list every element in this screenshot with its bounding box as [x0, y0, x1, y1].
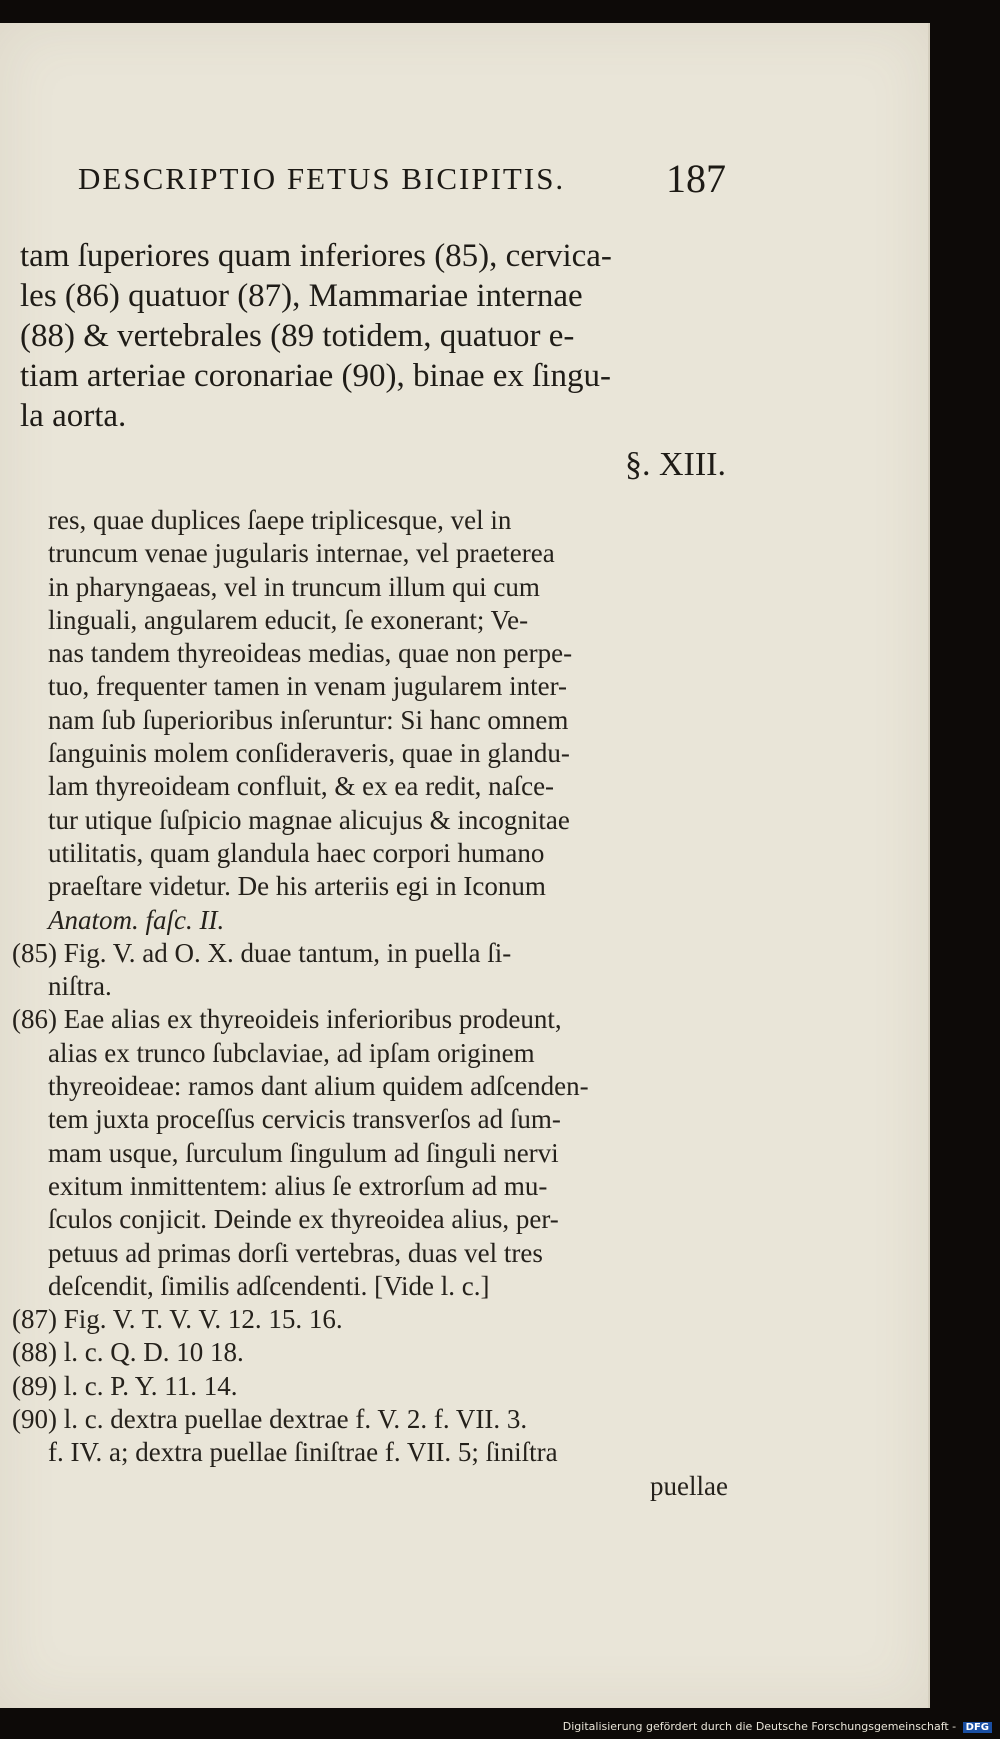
main-text [20, 236, 726, 436]
footnote-line: linguali, angularem educit, ſe exonerant; Ve- [48, 604, 529, 635]
footnote-line: lam thyreoideam confluit, & ex ea redit, naſce- [48, 771, 555, 802]
footnote-line: Anatom. faſc. II. [48, 904, 225, 935]
footnote-line: (89) l. c. P. Y. 11. 14. [12, 1370, 238, 1401]
footnote-line: truncum venae jugularis internae, vel praeterea [48, 538, 555, 569]
footnote-line: niſtra. [48, 971, 112, 1002]
text-line: tam ſuperiores quam inferiores (85), cervica- [20, 238, 612, 274]
footnote-line: nam ſub ſuperioribus inſeruntur: Si hanc omnem [48, 704, 569, 735]
footnote-line: tuo, frequenter tamen in venam jugularem inter- [48, 671, 568, 702]
section-heading: §. XIII. [624, 446, 726, 483]
credit-text: Digitalisierung gefördert durch die Deutsche Forschungsgemeinschaft - [562, 1720, 957, 1733]
footnote-line: exitum inmittentem: alius ſe extrorſum ad mu- [48, 1170, 548, 1201]
footnote-line: (88) l. c. Q. D. 10 18. [12, 1337, 244, 1368]
running-head: DESCRIPTIO FETUS BICIPITIS. [78, 161, 566, 196]
footnote-line: (86) Eae alias ex thyreoideis inferioribus prodeunt, [12, 1004, 562, 1035]
footnote-line: ſanguinis molem conſideraveris, quae in glandu- [48, 738, 570, 769]
footnote-line: tur utique ſuſpicio magnae alicujus & incognitae [48, 804, 570, 835]
footnote-line: (87) Fig. V. T. V. V. 12. 15. 16. [12, 1304, 343, 1335]
footnote-line: (90) l. c. dextra puellae dextrae f. V. 2. f. VII. 3. [12, 1404, 528, 1435]
footnote-line: thyreoideae: ramos dant alium quidem adſcenden- [48, 1071, 589, 1102]
text-line: les (86) quatuor (87), Mammariae internae [20, 278, 583, 314]
footnote-line: utilitatis, quam glandula haec corpori humano [48, 837, 545, 868]
footnote-line: nas tandem thyreoideas medias, quae non perpe- [48, 638, 573, 669]
text-line: la aorta. [20, 398, 127, 434]
text-line: tiam arteriae coronariae (90), binae ex ſingu- [20, 358, 611, 394]
digitization-credit [563, 1720, 992, 1733]
footnote-line: f. IV. a; dextra puellae ſiniſtrae f. VII. 5; ſiniſtra [48, 1437, 558, 1468]
footnote-line: deſcendit, ſimilis adſcendenti. [Vide l. c.] [48, 1270, 490, 1301]
footnote-line: res, quae duplices ſaepe triplicesque, vel in [48, 505, 512, 535]
footnote-line: praeſtare videtur. De his arteriis egi in Iconum [48, 871, 546, 902]
dfg-logo-icon: DFG [963, 1722, 992, 1733]
footnote-line: (85) Fig. V. ad O. X. duae tantum, in puella ſi- [12, 937, 512, 968]
text-line: (88) & vertebrales (89 totidem, quatuor e- [20, 318, 575, 354]
footnote-line: petuus ad primas dorſi vertebras, duas vel tres [48, 1237, 543, 1268]
footnote-line: ſculos conjicit. Deinde ex thyreoidea alius, per- [48, 1204, 559, 1235]
footnote-line: in pharyngaeas, vel in truncum illum qui cum [48, 571, 540, 602]
catchword: puellae [650, 1470, 728, 1501]
footnote-line: mam usque, ſurculum ſingulum ad ſinguli nervi [48, 1137, 559, 1168]
page-number: 187 [666, 156, 726, 201]
footnote-line: tem juxta proceſſus cervicis transverſos ad ſum- [48, 1104, 561, 1135]
page-header [78, 155, 726, 211]
footnotes [12, 504, 728, 1503]
footnote-line: alias ex trunco ſubclaviae, ad ipſam originem [48, 1037, 535, 1068]
